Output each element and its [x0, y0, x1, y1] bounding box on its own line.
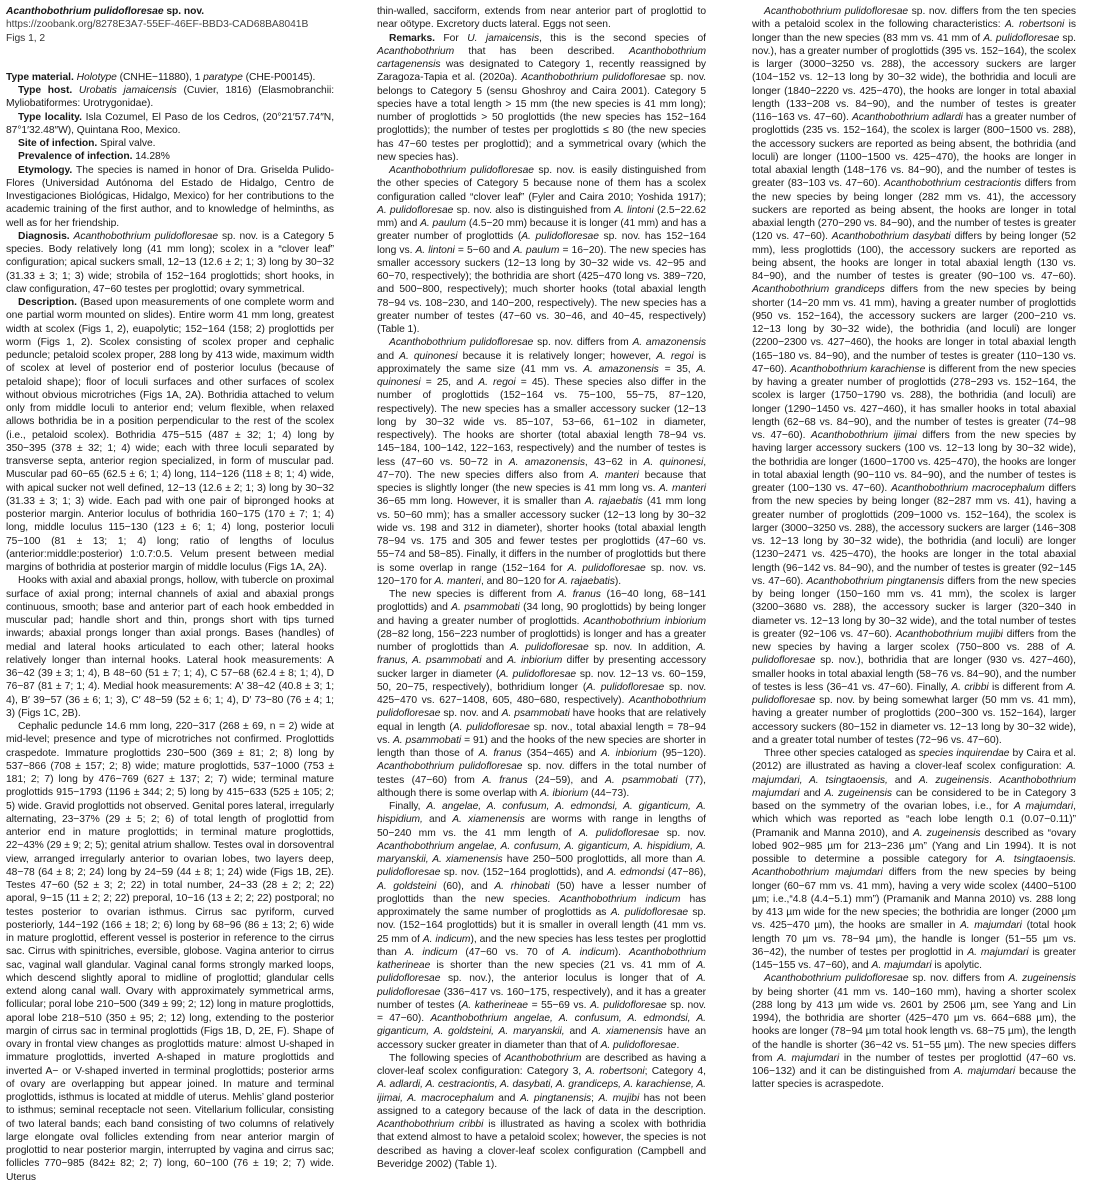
taxon-name: A. edmondsi	[606, 867, 665, 879]
text-run: ;	[591, 1092, 599, 1104]
text-run: ).	[614, 946, 629, 958]
taxon-name: A. majumdari	[959, 920, 1022, 932]
taxon-name: A. franus, A. psammobati	[377, 642, 706, 667]
taxon-name: A. pulidofloresae	[590, 999, 667, 1011]
paragraph	[6, 720, 334, 1184]
text-run: (41 mm long vs. 50−60 mm); has a smaller accessory sucker (12−13 long by 30−32 wide vs. 198 and 312 in diameter), shorter hooks (total abaxial length 78−94 vs. 175 and 305 and fewer testes per proglottids (47−60 vs. 55−74 and 58−85). Finally, it differs in the number of proglottids but there is some overlap in range (152−164 for	[377, 496, 706, 574]
text-run: sp. nov. belongs to Category 5 (sensu Ghoshroy and Caira 2001). Category 5 species have a total length > 15 mm (the new species is 41 mm long); number of proglottids > 50 proglottids (the new species has 152−164 proglottids); the number of testes per proglottids ≤ 80 (the new species has 47−60 testes per proglottid); and a symmetrical ovary (which the new species has).	[377, 72, 706, 163]
taxon-name: Acanthobothrium pulidofloresae	[377, 695, 706, 720]
text-column-3	[752, 5, 1076, 1092]
text-run: = 5−60 and	[454, 244, 514, 256]
taxon-name: A. rajaebatis	[584, 496, 643, 508]
paragraph	[377, 5, 706, 32]
text-run: differs from the new species by having a larger scolex (750−800 vs. 288 of	[752, 628, 1076, 653]
text-run: Finally,	[389, 801, 427, 812]
taxon-name: A. cribbi	[951, 681, 989, 693]
taxon-name: A. majumdari	[967, 946, 1029, 958]
text-run: ).	[614, 575, 622, 587]
taxon-name: A. ibiorium	[540, 787, 589, 799]
text-run: sp. nov. by being somewhat larger (50 mm vs. 41 mm), having a greater number of proglottids (200−300 vs. 152−164), larger accessory suckers (80−152 in diameter vs. 12−13 long by 30−32 wide), and a greater total number of testes (72−96 vs. 47−60).	[752, 695, 1076, 746]
species-suffix: sp. nov.	[163, 6, 205, 17]
text-run: differs from the new species by being shorter (14−20 mm vs. 41 mm), having a greater number of proglottids (950 vs. 152−164), the accessory suckers are larger (200−210 vs. 12−13 long by 30−32 wide), the bothridia (and loculi) are longer (2200−2300 vs. 427−460), the hooks are longer in total abaxial length (165−180 vs. 84−90), and the number of testes is greater (110−130 vs. 47−60).	[752, 284, 1076, 375]
taxon-name: A. xiamenensis	[591, 1026, 663, 1038]
text-run: and	[799, 787, 825, 799]
text-run: (CNHE−11880), 1	[116, 71, 204, 83]
taxon-name: A. pulidofloresae	[452, 721, 530, 733]
taxon-name: Acanthobothrium macrocephalum	[891, 483, 1045, 494]
text-run: (total hook length 70 µm vs. 78−94 µm), the handle is longer (51−55 µm vs. 36−42), the number of testes per proglottid in	[752, 920, 1076, 958]
text-run: sp. nov. differs from	[908, 973, 1009, 985]
text-run: is different from the new species by having a greater number of proglottids (278−293 vs. 152−164, the scolex is larger (1750−1790 vs. 288), the bothridia (and loculi) are longer (1290−1450 vs. 427−460), it has smaller hooks in total abaxial length (62−68 vs. 84−90), and the number of testes is greater (74−98 vs. 47−60).	[752, 363, 1076, 441]
text-run: ), and the new species has less testes per proglottid than	[377, 933, 707, 958]
text-run: and	[887, 774, 919, 786]
taxon-name: species inquirendae	[918, 748, 1010, 759]
text-run: (60), and	[436, 880, 495, 892]
text-run: (Based upon measurements of one complete worm and one partial worm mounted on slides). Entire worm 41 mm long, greatest width at scolex (Figs 1, 2), euapolytic; 152−164 (158; 2) proglottids per worm (Figs 1, 2). Scolex consisting of scolex proper and cephalic peduncle; petaloid scolex proper, 288 long by 413 wide, maximum width of scolex at level of posterior end of posterior loculus (because of petaloid shape); floor of loculi surfaces and other surfaces of scolex without obvious microtriches (Figs 1A, 2A). Bothridia attached to velum only from middle loculi to anterior end; velum flexible, when relaxed allows bothridia be in a position perpendicular to the rest of the scolex (i.e., petaloid scolex). Bothridia 475−515 (487 ± 32; 1; 4) long by 350−395 (378 ± 32; 1; 4) wide; each with three loculi separated by transverse septa, anterior region specialized, in form of muscular pad. Muscular pad 60−65 (62.5 ± 6; 1; 4) long, 114−126 (118 ± 8; 1; 4) wide, with apical sucker not well defined, 12−13 (12.6 ± 2; 1; 3) long by 30−32 (31.33 ± 3; 1; 3) wide. Each pad with one pair of bipronged hooks at posterior margin. Anterior loculus of bothridia 160−175 (170 ± 7; 1; 4) long, middle loculus 115−130 (123 ± 6; 1; 4) long, posterior loculi 75−100 (81 ± 13; 1; 4) long; ratio of lengths of loculus (anterior:middle:posterior) 1:0.7:0.5. Velum present between medial margins of bothridia at posterior margin of middle loculus (Figs 1A, 2A).	[6, 297, 334, 573]
text-run: (77), although there is some overlap with	[377, 774, 706, 799]
text-run: is approximately the same size (41 mm vs.	[377, 350, 706, 375]
taxon-name: Holotype	[76, 71, 117, 83]
text-run: The following species of	[389, 1052, 505, 1064]
taxon-name: A. paulum	[513, 244, 560, 256]
paragraph	[752, 747, 1076, 972]
taxon-name: A. pulidofloresae	[578, 827, 660, 839]
section-heading: Description.	[18, 297, 77, 308]
taxon-name: A majumdari	[1013, 801, 1074, 812]
taxon-name: A. mujibi	[598, 1092, 640, 1104]
taxon-name: Acanthobothrium katherineae	[377, 946, 706, 971]
paragraph	[377, 1052, 706, 1171]
taxon-name: A. amazonensis	[632, 337, 707, 349]
taxon-name: A. amazonensis	[508, 456, 585, 468]
taxon-name: Acanthobothrium dasybati	[831, 231, 951, 243]
text-run: is greater (145−155 vs. 47−60), and	[752, 946, 1076, 971]
taxon-name: A. inbiorium	[507, 655, 563, 667]
text-run: .	[676, 1039, 680, 1051]
section-heading: Type locality.	[18, 111, 82, 123]
section-heading: Prevalence of infection.	[18, 151, 133, 163]
taxon-name: A. indicum	[562, 946, 615, 958]
text-run: are worms with range in lengths of 50−240 mm vs. the 41 mm length of	[377, 814, 706, 839]
column-3-body	[752, 5, 1076, 1092]
text-run: is shorter than the new species (21 vs. 41 mm of	[430, 960, 697, 971]
text-run: (336−417 vs. 160−175, respectively), and it has a greater number of testes (	[377, 986, 706, 1011]
taxon-name: Acanthobothrium	[504, 1052, 582, 1064]
text-run: is longer than the new species (83 mm vs. 41 mm of	[752, 19, 1077, 44]
text-run: sp. nov. (152−164 proglottids), and	[440, 867, 607, 879]
taxon-name: A. manteri	[658, 483, 706, 494]
paragraph	[377, 588, 706, 800]
text-run: Three other species cataloged as	[764, 748, 919, 759]
taxon-name: A. pulidofloresae	[377, 854, 706, 879]
text-run: (47−86),	[664, 867, 707, 879]
taxon-name: A. pulidofloresae	[377, 960, 706, 985]
text-run: For	[434, 32, 468, 44]
taxon-name: U. jamaicensis	[467, 32, 540, 44]
text-run: sp. nov., total abaxial length = 78−94 vs.	[377, 721, 706, 746]
text-run: have 250−500 proglottids, all more than	[502, 854, 697, 865]
paragraph	[6, 296, 334, 574]
text-run: = 91) and the hooks of the new species are shorter in length than those of	[377, 734, 706, 759]
taxon-name: A. pulidofloresae	[377, 204, 454, 216]
taxon-name: A. zugeinensis	[824, 787, 892, 799]
text-run: , and 80−120 for	[480, 575, 559, 587]
text-run: by being shorter (41 mm vs. 140−160 mm), having a shorter scolex (288 long by 413 µm wide vs. 2601 by 2506 µm, see Yang and Lin 1994), the bothridia are shorter (425−470 µm vs. 664−688 µm), the hooks are longer (78−94 µm total hook length vs. 68−75 µm), the length of the handle is shorter (36−42 vs. 51−55 µm). The new species differs from	[752, 986, 1076, 1064]
text-run: sp. nov. (152−164 proglottids) but it is smaller in overall length (41 mm vs. 25 mm of	[377, 907, 706, 945]
taxon-name: A. pulidofloresae	[521, 231, 599, 243]
taxon-name: Acanthobothrium pulidofloresae	[521, 72, 666, 84]
taxon-name: A. inbiorium	[600, 748, 657, 759]
text-run: sp. nov. 12−13 vs. 60−159, 50, 20−75, respectively), bothridium longer (	[377, 668, 706, 693]
taxon-name: Acanthobothrium angelae, A. confusum, A. edmondsi, A. giganticum, A. goldsteini, A. maryanskii,	[377, 1013, 706, 1038]
text-run: sp. nov. has 152−164 long vs.	[377, 231, 706, 256]
paragraph	[377, 164, 706, 336]
taxon-name: Acanthobothrium pulidofloresae	[73, 230, 219, 242]
text-run: and	[481, 655, 508, 667]
taxon-name: A. pulidofloresae	[600, 1039, 677, 1051]
taxon-name: A. indicum	[404, 946, 458, 958]
text-run: has a greater number of proglottids (235 vs. 152−164), the scolex is larger (800−1500 vs. 288), the accessory suckers are reported as being absent, the bothridia (and loculi) are longer (1100−1500 vs. 425−470), the hooks are longer in total abaxial length (148−176 vs. 84−90), and the number of testes is greater (83−103 vs. 47−60).	[752, 112, 1077, 190]
taxon-name: A. pingtanensis	[519, 1092, 592, 1104]
text-run: is different from	[988, 681, 1067, 693]
paragraph	[752, 5, 1076, 747]
taxon-name: Acanthobothrium cestraciontis	[883, 178, 1022, 190]
text-run: differs from the new species by having larger accessory suckers (100 vs. 12−13 long by 30−32 wide), the bothridia are longer (1600−1700 vs. 425−470), the hooks are longer in total abaxial length (90−110 vs. 84−90), and the number of testes is greater (100−130 vs. 47−60).	[752, 430, 1076, 494]
section-heading: Etymology.	[18, 164, 73, 176]
taxon-name: A. pulidofloresae	[567, 562, 646, 574]
text-run: because the latter species is acraspedote.	[752, 1066, 1077, 1091]
taxon-name: Acanthobothrium pulidofloresae	[389, 165, 534, 176]
text-run: described as “ovary lobed 902−985 µm for 213−236 µm” (Yang and Lin 1994). It is not possible to determine a possible category for	[752, 827, 1076, 865]
taxon-name: A. paulum	[420, 218, 467, 229]
text-run: (28−82 long, 156−223 number of proglottids) is longer and has a greater number of proglottids than	[377, 628, 706, 653]
taxon-name: A. franus	[478, 748, 522, 759]
text-run: thin-walled, sacciform, extends from near anterior part of proglottid to near oötype. Excretory ducts lateral. Eggs not seen.	[377, 6, 706, 31]
text-run: Spiral valve.	[97, 138, 156, 149]
taxon-name: A. pulidofloresae	[377, 973, 706, 998]
taxon-name: Urobatis jamaicensis	[78, 85, 177, 96]
text-run: sp. nov. and	[440, 708, 502, 720]
taxon-name: A. regoi	[656, 350, 694, 362]
text-run: The new species is different from	[389, 589, 558, 600]
taxon-name: Acanthobothrium majumdari	[752, 774, 1077, 799]
taxon-name: A. robertsoni	[585, 1066, 645, 1077]
section-heading: Type material.	[6, 71, 74, 83]
text-run: 14.28%	[132, 151, 170, 163]
text-run: = 25, and	[420, 377, 479, 388]
paragraph	[377, 800, 706, 1052]
taxon-name: paratype	[203, 71, 243, 83]
text-column-2	[377, 5, 706, 1171]
taxon-name: A. psammobati	[605, 774, 678, 786]
species-title	[6, 5, 334, 18]
text-run: because that species is slightly longer (the new species is 41 mm long vs.	[377, 469, 706, 494]
taxon-name: A. tsingtaoensis. Acanthobothrium majumdari	[752, 854, 1077, 879]
text-run: differ by presenting accessory sucker larger in diameter (	[377, 655, 706, 680]
text-run: sp. nov.), has a greater number of proglottids (395 vs. 152−164), the scolex is larger (3000−3250 vs. 288), the accessory suckers are larger (104−152 vs. 12−13 long by 30−32 wide), the bothridia and loculi are longer (1840−2220 vs. 425−470), the hooks are longer in total abaxial length (133−208 vs. 84−90), and the number of testes is greater (116−163 vs. 47−60).	[752, 32, 1076, 123]
taxon-name: A. psammobati	[392, 734, 462, 746]
text-run: Isla Cozumel, El Paso de los Cedros, (20°21′57.74″N, 87°1′32.48″W), Quintana Roo, Mexico.	[6, 111, 335, 136]
taxon-name: Acanthobothrium ijimai	[810, 430, 917, 441]
text-run: and	[564, 1026, 592, 1038]
taxon-name: Acanthobothrium inbiorium	[583, 615, 706, 627]
text-run: because it is relatively longer; however,	[457, 350, 657, 362]
text-run: (2.5−22.62 mm) and	[377, 204, 707, 229]
taxon-name: A. robertsoni	[1004, 19, 1065, 31]
text-run: sp. nov.), the anterior loculus is longer that of	[440, 973, 697, 985]
text-run: (50) have a lesser number of proglottids than the new species.	[377, 880, 707, 905]
article-header	[6, 5, 334, 45]
taxon-name: A. amazonensis	[583, 363, 659, 375]
taxon-name: A. majumdari, A. tsingtaoensis,	[752, 761, 1076, 786]
taxon-name: A. zugeinensis	[918, 774, 990, 786]
text-run: have hooks that are relatively equal in length (	[377, 708, 706, 733]
taxon-name: A. psammobati	[451, 602, 520, 614]
text-run: (CHE-P00145).	[242, 71, 316, 83]
text-run: sp. nov. differs from the ten species with a petaloid scolex in the following characteristics:	[752, 6, 1076, 31]
taxon-name: Acanthobothrium grandiceps	[752, 284, 885, 296]
taxon-name: Acanthobothrium pulidofloresae	[389, 337, 534, 349]
taxon-name: Acanthobothrium indicum	[559, 893, 681, 905]
text-run: = 35,	[658, 363, 697, 375]
text-run: differs from the new species by being longer (150−160 mm vs. 41 mm), the scolex is larger (3200−3680 vs. 288), the accessory sucker is larger (320−340 in diameter vs. 12−13 long by 30−32 wide), and the total number of testes is greater (92−106 vs. 47−60).	[752, 575, 1076, 640]
text-run: = 45). These species also differ in the number of proglottids (152−164 vs. 75−100, 55−75, 87−120, respectively). The new species has a smaller accessory sucker (12−13 long by 30−32 wide vs. 85−107, 53−66, 61−102 in diameter, respectively). The hooks are shorter (total abaxial length 78−94 vs. 145−184, 100−142, 122−163, respectively) and the number of testes is less (47−60 vs. 50−72 in	[377, 377, 706, 468]
paragraph	[6, 150, 334, 163]
paragraph	[377, 336, 706, 588]
text-column-1	[6, 5, 334, 1184]
text-run: sp. nov. differs from	[533, 337, 633, 349]
text-run: differs from the new species by being longer (60−67 mm vs. 41 mm), having a very wide scolex (4400−5100 µm; i.e.,“4.8 (4.4−5.1) mm”) (Pramanik and Manna 2010) vs. 288 long by 413 µm wide for the new species; the bothridia are longer (2000 µm vs. 425−470 µm), the hooks are smaller in	[752, 867, 1076, 932]
paragraph	[6, 111, 334, 138]
text-run: sp. nov. is a Category 5 species. Body relatively long (41 mm long); scolex in a “clover leaf” configuration; apical suckers small, 12−13 (12.6 ± 2; 1; 3) long by 30−32 (31.33 ± 3; 1; 3) wide; strobila of 152−164 proglottids; short hooks, in claw configuration, 47−60 testes per proglottid; ovary symmetrical.	[6, 230, 334, 295]
taxon-name: A. quinonesi	[377, 363, 707, 388]
text-run: ; Category 4,	[644, 1066, 706, 1077]
text-run: sp. nov. 425−470 vs. 627−1408, 605, 480−680, respectively).	[377, 681, 706, 706]
text-run: (44−73).	[588, 787, 630, 799]
text-run: differs from the new species by being longer (82−287 mm vs. 41), having a greater number of proglottids (209−1000 vs. 152−164), the scolex is larger (3000−3250 vs. 288), the accessory suckers are larger (146−308 vs. 12−13 long by 30−32 wide), the bothridia (and loculi) are longer (1230−2471 vs. 425−470), the hooks are longer in the total abaxial length (96−142 vs. 84−90), and the number of testes is greater (92−145 vs. 47−60).	[752, 483, 1076, 587]
paragraph	[6, 164, 334, 230]
species-name: Acanthobothrium pulidofloresae	[6, 6, 164, 17]
text-run: (47−60 vs. 70 of	[457, 946, 563, 958]
taxon-name: A. pulidofloresae	[983, 32, 1060, 44]
taxon-name: Acanthobothrium cribbi	[377, 1119, 484, 1130]
text-run: can be considered to be in Category 3 based on the symmetry of the ovarian lobes, i.e., for	[752, 787, 1076, 812]
taxon-name: A. franus	[482, 774, 528, 786]
taxon-name: A. goldsteini	[377, 880, 437, 892]
taxon-name: A. pulidofloresae	[752, 681, 1076, 706]
taxon-name: Acanthobothrium	[377, 45, 455, 57]
taxon-name: Acanthobothrium pingtanensis	[806, 575, 945, 587]
paragraph	[377, 32, 706, 165]
text-run: differs by being longer (52 mm), less proglottids (100), the accessory suckers are reported as being absent, the hooks are longer in total abaxial length (130 vs. 84−90), and the number of testes is greater (90−100 vs. 47−60).	[752, 231, 1077, 282]
taxon-name: A. quinonesi	[643, 456, 704, 468]
text-run: was designated to Category 1, recently reassigned by Zaragoza-Tapia et al. (2020a).	[377, 59, 706, 84]
taxon-name: Acanthobothrium karachiense	[790, 363, 926, 375]
text-run: .	[989, 774, 999, 786]
text-run: are described as having a clover-leaf scolex configuration: Category 3,	[377, 1052, 706, 1077]
text-run: , this is the second species of	[539, 32, 706, 44]
taxon-name: A. pulidofloresae	[499, 668, 577, 680]
section-heading: Diagnosis.	[18, 230, 70, 242]
column-2-body	[377, 5, 706, 1171]
text-run: and	[422, 814, 453, 826]
text-run: has not been assigned to a category because of the lack of data in the description.	[377, 1092, 706, 1117]
text-run: (Cuvier, 1816) (Elasmobranchii: Myliobatiformes: Urotrygonidae).	[6, 85, 335, 110]
taxon-name: A. zugeinensis	[912, 827, 981, 839]
taxon-name: A. pulidofloresae	[752, 642, 1076, 667]
taxon-name: A. pulidofloresae	[586, 681, 665, 693]
text-run: = 16−20). The new species has smaller accessory suckers (12−13 long by 30−32 wide vs. 42−95 and 60−70, respectively); the bothridia are short (425−470 long vs. 389−720, and 500−800, respectively); much shorter hooks (total abaxial length 78−94 vs. 108−230, and 140−200, respectively). The new species has a greater number of testes (47−60 vs. 30−46, and 40−45, respectively) (Table 1).	[377, 244, 706, 335]
text-run: sp. nov. vs. 120−170 for	[377, 562, 706, 587]
text-run: sp. nov.), bothridia that are longer (930 vs. 427−460), smaller hooks in total abaxial length (58−76 vs. 84−90), and the number of testes is less (36−41 vs. 47−60). Finally,	[752, 655, 1076, 693]
taxon-name: A. majumdari	[777, 1052, 840, 1064]
taxon-name: Acanthobothrium angelae, A. confusum, A. giganticum, A. hispidium, A. maryanskii, A. xiamenensis	[377, 840, 706, 865]
taxon-name: A. franus	[557, 589, 601, 600]
text-run: , which which was reported as “each lobe length 0.1 (0.07−0.11)” (Pramanik and Manna 2010), and	[752, 801, 1076, 839]
taxon-name: Acanthobothrium cartagenensis	[377, 45, 706, 70]
taxon-name: A. lintoni	[614, 204, 654, 216]
text-run: and	[493, 1092, 520, 1104]
text-run: (4.5−20 mm) because it is longer (41 mm) and has a greater number of proglottids (	[377, 218, 706, 243]
text-run: (24−59), and	[527, 774, 606, 786]
text-run: Hooks with axial and abaxial prongs, hollow, with tubercle on proximal surface of axial prong; internal channels of axial and abaxial prongs continuous, smooth; base and anterior part of each hook embedded in muscular pad; handle short and thin, prongs short with tips turned inwards; abaxial prongs longer than axial prongs. Bases (handles) of medial and lateral hooks articulated to each other; lateral hooks relatively longer than internal hooks. Lateral hook measurements: A 36−42 (39 ± 3; 1; 4), B 48−60 (51 ± 7; 1; 4), C 57−68 (62.4 ± 8; 1; 4), D 76−87 (81 ± 7; 1; 4). Medial hook measurements: A′ 38−42 (40.8 ± 3; 1; 4), B′ 39−57 (36 ± 6; 1; 3), C′ 48−59 (52 ± 6; 1; 4), D′ 73−80 (76 ± 4; 1; 3) (Figs 1C, 2B).	[6, 575, 334, 719]
column-1-body	[6, 71, 334, 1184]
text-run: (354−465) and	[521, 748, 601, 759]
taxon-name: A. rhinobati	[494, 880, 550, 892]
paragraph	[6, 84, 334, 111]
text-run: sp. nov. is easily distinguished from the other species of Category 5 because none of them has a scolex configuration called “clover leaf” (Fyler and Caira 2010; Yoshida 1917);	[377, 165, 706, 203]
taxon-name: Acanthobothrium pulidofloresae	[377, 761, 523, 773]
text-run: sp. nov. In addition,	[588, 642, 697, 653]
text-run: in the number of testes per proglottid (47−60 vs. 106−132) and it can be distinguished from	[752, 1052, 1076, 1077]
paragraph	[752, 972, 1076, 1091]
taxon-name: A. lintoni	[415, 244, 455, 256]
taxon-name: A. majumdari	[871, 960, 932, 971]
taxon-name: A. psammobati	[501, 708, 570, 720]
text-run: and	[377, 350, 400, 362]
text-run: sp. nov.	[659, 827, 706, 839]
taxon-name: A. xiamenensis	[452, 814, 525, 826]
taxon-name: A. pulidofloresae	[610, 907, 689, 918]
text-run: is apolytic.	[931, 960, 982, 971]
text-run: (16−40 long, 68−141 proglottids) and	[377, 589, 706, 614]
taxon-name: Acanthobothrium adlardi	[851, 112, 963, 123]
text-run: , 47−70). The new species differs also from	[377, 456, 707, 481]
zoobank-link[interactable]: https://zoobank.org/8278E3A7-55EF-46EF-BBD3-CAD68BA8041B	[6, 19, 309, 31]
text-run: (95−120).	[656, 748, 706, 759]
taxon-name: A. zugeinensis	[1008, 973, 1076, 985]
taxon-name: A. angelae, A. confusum, A. edmondsi, A. giganticum, A. hispidium,	[377, 801, 706, 826]
text-run: Cephalic peduncle 14.6 mm long, 220−317 (268 ± 69, n = 2) wide at mid-level; presence and type of microtriches not confirmed. Proglottids craspedote. Immature proglottids 230−500 (369 ± 81; 2; 8) long by 537−866 (708 ± 157; 2; 8) wide; mature proglottids, 537−1000 (753 ± 181; 2; 7) long by 476−769 (627 ± 137; 2; 7) wide; terminal mature proglottids 915−1793 (1196 ± 344; 2; 5) long by 415−633 (525 ± 105; 2; 5) wide. Gravid proglottids not observed. Genital pores lateral, irregularly alternating, 23−37% (29 ± 5; 2; 6) of total length of proglottid from anterior end in mature proglottids; in terminal mature proglottids, 22−43% (29 ± 9; 2; 5); genital atrium shallow. Testes oval in dorsoventral view, arranged irregularly anterior to ovarian lobes, two layers deep, 48−78 (64 ± 8; 2; 24) long by 24−59 (44 ± 8; 1; 24) wide (Figs 1B, 2E). Testes 47−60 (52 ± 3; 2; 22) in total number, 24−33 (28 ± 2; 2; 22) aporal, 9−15 (11 ± 2; 2; 22) preporal, 10−16 (13 ± 2; 2; 22) postporal; no testes posterior to ovarian isthmus. Cirrus sac pyriform, curved posteriorly, 144−192 (166 ± 18; 2; 6) long by 68−96 (86 ± 13; 2; 6) wide in mature proglottid, efferent vessel is posterior in reference to the cirrus sac. Cirrus with spinitriches, eversible, globose. Vagina anterior to cirrus sac, vaginal wall glandular. Vaginal canal forms strongly marked loops, which descend slightly aporal to midline of proglottid; glandular cells extend along canal wall. Ovary with approximately symmetrical arms, follicular; poral lobe 210−500 (349 ± 99; 2; 12) long in mature proglottids, aporal lobe 218−510 (350 ± 95; 2; 12) long, extending to the posterior margin of cirrus sac in terminal proglottids (Figs 1B, D, 2E, F). Shape of ovary in frontal view changes as proglottids mature: almost U-shaped in immature proglottids, inverted A-shaped in mature proglottids and inverted A− or V-shaped inverted in terminal proglottids; posterior arms of ovary are overlapping but appear joined. In mature and terminal proglottids, isthmus is located at middle of uterus. Mehlis’ gland posterior to isthmus; seminal receptacle not seen. Vitellarium follicular, consisting of two lateral bands; each band consisting of two columns of relatively large elongate oval follicles extending from near anterior margin of proglottid to near posterior margin, interrupted by vagina and cirrus sac; follicles 770−985 (842± 82; 2; 7) long, 60−100 (76 ± 19; 2; 7) wide. Uterus	[6, 721, 334, 1183]
text-run: is illustrated as having a scolex with bothridia that extend almost to have a petaloid scolex; however, the species is not described as having a clover-leaf scolex configuration (Campbell and Beveridge 2002) (Table 1).	[377, 1119, 706, 1170]
text-run: has approximately the same number of proglottids as	[377, 893, 706, 918]
figure-reference: Figs 1, 2	[6, 32, 46, 44]
text-run: 36−65 mm long. However, it is smaller than	[377, 496, 585, 508]
section-heading: Type host.	[18, 85, 73, 96]
taxon-name: A. katherineae	[461, 999, 528, 1011]
paragraph	[6, 574, 334, 720]
taxon-name: A. manteri	[434, 575, 481, 587]
text-run: sp. nov. differs in the total number of testes (47−60) from	[377, 761, 707, 786]
taxon-name: A. indicum	[422, 933, 471, 945]
text-run: , 43−62 in	[584, 456, 644, 468]
section-heading: Site of infection.	[18, 138, 98, 149]
text-run: that has been described.	[454, 45, 629, 57]
text-run: have an accessory sucker greater in diameter than that of	[377, 1026, 706, 1051]
text-run: = 55−69 vs.	[527, 999, 591, 1011]
text-run: sp. nov. = 47−60).	[377, 999, 706, 1024]
taxon-name: A. regoi	[478, 377, 516, 388]
taxon-name: Acanthobothrium pulidofloresae	[764, 973, 909, 985]
taxon-name: A. adlardi, A. cestraciontis, A. dasybati, A. grandiceps, A. karachiense, A. ijimai, A. macrocephalum	[377, 1079, 706, 1104]
paragraph	[6, 230, 334, 296]
section-heading: Remarks.	[389, 32, 435, 44]
taxon-name: A. quinonesi	[399, 350, 458, 362]
text-run: by Caira et al. (2012) are illustrated as having a clover-leaf scolex configuration:	[752, 748, 1076, 773]
text-run: differs from the new species by being longer (282 mm vs. 41), the accessory suckers are reported as being absent, the hooks are longer in total abaxial length (270−290 vs. 84−90), and the number of testes is greater (120 vs. 47−60).	[752, 178, 1076, 243]
text-run: The species is named in honor of Dra. Griselda Pulido-Flores (Universidad Autónoma del Estado de Hidalgo, Centro de Investigaciones Biológicas, Hidalgo, Mexico) for her contributions to the academic training of the first author, and to knowledge of helminths, as well as for her friendship.	[6, 164, 334, 229]
taxon-name: Acanthobothrium mujibi	[895, 628, 1003, 640]
paragraph	[6, 137, 334, 150]
text-run: sp. nov. also is distinguished from	[453, 204, 615, 216]
text-run: (34 long, 90 proglottids) by being longer and having a greater number of proglottids.	[377, 602, 706, 627]
paragraph	[6, 71, 334, 84]
taxon-name: A. rajaebatis	[558, 575, 615, 587]
taxon-name: A. manteri	[589, 469, 639, 481]
taxon-name: A. majumdari	[953, 1066, 1016, 1077]
spacer	[6, 45, 334, 71]
taxon-name: A. pulidofloresae	[509, 642, 589, 653]
taxon-name: Acanthobothrium pulidofloresae	[764, 6, 909, 17]
text-run	[72, 85, 79, 96]
